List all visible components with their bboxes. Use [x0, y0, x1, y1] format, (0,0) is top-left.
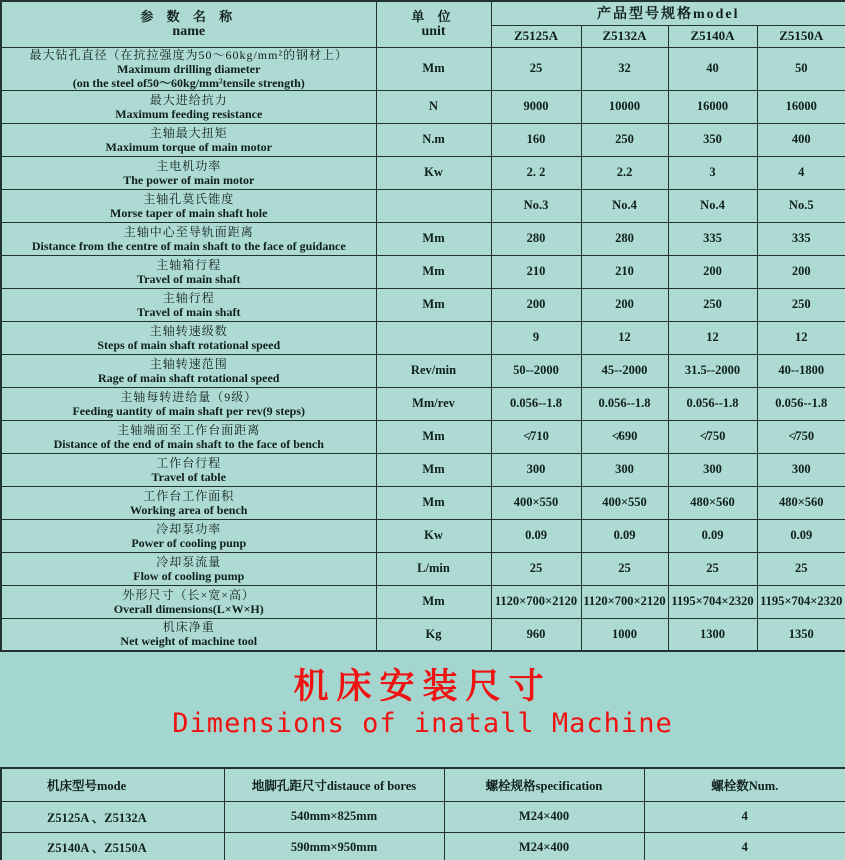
value-cell: 40--1800: [757, 354, 845, 387]
unit-cell: Mm: [376, 585, 491, 618]
install-bolt-spec-cell: M24×400: [444, 801, 644, 832]
param-name: [1, 123, 376, 156]
param-name: [1, 222, 376, 255]
param-name: [1, 321, 376, 354]
value-cell: No.5: [757, 189, 845, 222]
install-header-row: [1, 768, 845, 801]
param-en: Maximum torque of main motor: [105, 139, 272, 154]
spec-row-end-to-bench: [1, 420, 845, 453]
header-model-z5150a: Z5150A: [757, 25, 845, 47]
install-header-bolt-spec: 螺栓规格specification: [444, 768, 644, 801]
value-cell: 25: [491, 47, 581, 90]
param-name: [1, 189, 376, 222]
install-title-en: Dimensions of inatall Machine: [172, 708, 673, 739]
spec-row-centre-distance: [1, 222, 845, 255]
param-cn: 主轴转速级数: [149, 323, 228, 338]
value-cell: 400×550: [491, 486, 581, 519]
param-en: Distance of the end of main shaft to the face of bench: [53, 436, 324, 451]
value-cell: 300: [581, 453, 668, 486]
param-en: The power of main motor: [123, 172, 255, 187]
value-cell: 0.09: [757, 519, 845, 552]
install-header-bore-distance: 地脚孔距尺寸distauce of bores: [224, 768, 444, 801]
value-cell: 12: [757, 321, 845, 354]
value-cell: 200: [757, 255, 845, 288]
param-en: Flow of cooling pump: [133, 568, 245, 583]
unit-cell: Kg: [376, 618, 491, 651]
value-cell: 2.2: [581, 156, 668, 189]
install-bolt-num-cell: 4: [644, 832, 845, 860]
spec-row-max-torque: [1, 123, 845, 156]
spec-row-overall-dimensions: [1, 585, 845, 618]
param-en: Maximum drilling diameter: [117, 61, 261, 76]
value-cell: ≮690: [581, 420, 668, 453]
unit-cell: Rev/min: [376, 354, 491, 387]
install-table: [0, 767, 845, 860]
value-cell: 200: [491, 288, 581, 321]
install-bore-distance-cell: 590mm×950mm: [224, 832, 444, 860]
value-cell: No.3: [491, 189, 581, 222]
param-en: Working area of bench: [130, 502, 248, 517]
value-cell: 1000: [581, 618, 668, 651]
value-cell: 0.056--1.8: [581, 387, 668, 420]
value-cell: 1195×704×2320: [668, 585, 757, 618]
value-cell: 16000: [668, 90, 757, 123]
value-cell: No.4: [668, 189, 757, 222]
install-bolt-spec-cell: M24×400: [444, 832, 644, 860]
value-cell: 12: [668, 321, 757, 354]
value-cell: 210: [491, 255, 581, 288]
header-model-z5140a: Z5140A: [668, 25, 757, 47]
param-name: [1, 354, 376, 387]
param-name: [1, 585, 376, 618]
param-name: [1, 90, 376, 123]
unit-cell: Mm: [376, 486, 491, 519]
unit-cell: [376, 189, 491, 222]
spec-header-row-1: [1, 1, 845, 25]
param-en: Rage of main shaft rotational speed: [98, 370, 280, 385]
value-cell: 1300: [668, 618, 757, 651]
value-cell: No.4: [581, 189, 668, 222]
param-name: [1, 552, 376, 585]
param-cn: 机床净重: [162, 620, 215, 635]
param-name: [1, 453, 376, 486]
param-cn: 主轴中心至导轨面距离: [123, 224, 254, 239]
header-unit-cn: 单 位: [411, 9, 456, 25]
value-cell: 210: [581, 255, 668, 288]
param-en: Feeding uantity of main shaft per rev(9 steps): [72, 403, 306, 418]
install-header-bolt-num: 螺栓数Num.: [644, 768, 845, 801]
value-cell: 300: [491, 453, 581, 486]
value-cell: 25: [757, 552, 845, 585]
value-cell: 0.056--1.8: [491, 387, 581, 420]
spec-row-speed-range: [1, 354, 845, 387]
unit-cell: L/min: [376, 552, 491, 585]
param-en: Maximum feeding resistance: [115, 106, 263, 121]
value-cell: 1120×700×2120: [491, 585, 581, 618]
unit-cell: Mm: [376, 255, 491, 288]
unit-cell: Mm: [376, 222, 491, 255]
value-cell: 9000: [491, 90, 581, 123]
value-cell: 9: [491, 321, 581, 354]
install-title-block: [0, 652, 845, 767]
spec-row-feed-per-rev: [1, 387, 845, 420]
param-cn: 主轴每转进给量（9级）: [120, 389, 258, 404]
param-cn: 主轴转速范围: [149, 356, 228, 371]
header-model-group: 产品型号规格model: [491, 1, 845, 25]
value-cell: 335: [757, 222, 845, 255]
param-en: Morse taper of main shaft hole: [110, 205, 268, 220]
spec-row-morse-taper: [1, 189, 845, 222]
spec-row-table-travel: [1, 453, 845, 486]
param-en2: (on the steel of50～60kg/mm²tensile strength): [72, 75, 305, 90]
param-cn: 主轴端面至工作台面距离: [117, 422, 261, 437]
spec-row-pump-power: [1, 519, 845, 552]
param-cn: 外形尺寸（长×宽×高）: [122, 587, 256, 602]
unit-cell: [376, 321, 491, 354]
param-cn: 主轴最大扭矩: [149, 125, 228, 140]
param-cn: 主电机功率: [156, 158, 222, 173]
value-cell: 280: [491, 222, 581, 255]
unit-cell: Mm: [376, 47, 491, 90]
param-name: [1, 618, 376, 651]
value-cell: 300: [668, 453, 757, 486]
param-en: Net weight of machine tool: [120, 634, 258, 649]
header-param-name-cn: 参 数 名 称: [140, 9, 238, 25]
spec-row-pump-flow: [1, 552, 845, 585]
param-en: Power of cooling punp: [131, 535, 247, 550]
value-cell: ≮750: [668, 420, 757, 453]
install-bore-distance-cell: 540mm×825mm: [224, 801, 444, 832]
unit-cell: Mm: [376, 453, 491, 486]
install-bolt-num-cell: 4: [644, 801, 845, 832]
param-cn: 工作台行程: [156, 455, 222, 470]
value-cell: 0.056--1.8: [757, 387, 845, 420]
unit-cell: Mm: [376, 288, 491, 321]
header-unit: [376, 1, 491, 47]
value-cell: 1195×704×2320: [757, 585, 845, 618]
unit-cell: N: [376, 90, 491, 123]
unit-cell: N.m: [376, 123, 491, 156]
param-cn: 主轴行程: [162, 290, 215, 305]
param-cn: 冷却泵功率: [156, 521, 222, 536]
param-name: [1, 519, 376, 552]
param-en: Travel of table: [151, 469, 226, 484]
header-model-z5132a: Z5132A: [581, 25, 668, 47]
param-en: Travel of main shaft: [137, 304, 241, 319]
value-cell: 50--2000: [491, 354, 581, 387]
spec-row-drilling-diameter: [1, 47, 845, 90]
value-cell: 10000: [581, 90, 668, 123]
value-cell: 200: [581, 288, 668, 321]
unit-cell: Mm/rev: [376, 387, 491, 420]
header-unit-en: unit: [421, 24, 446, 40]
value-cell: 300: [757, 453, 845, 486]
param-cn: 主轴孔莫氏锥度: [143, 191, 235, 206]
value-cell: 1350: [757, 618, 845, 651]
unit-cell: Kw: [376, 156, 491, 189]
install-header-model: 机床型号mode: [1, 768, 224, 801]
param-cn: 冷却泵流量: [156, 554, 222, 569]
spec-row-feeding-resistance: [1, 90, 845, 123]
header-param-name: [1, 1, 376, 47]
param-cn: 主轴箱行程: [156, 257, 222, 272]
value-cell: 960: [491, 618, 581, 651]
spec-row-speed-steps: [1, 321, 845, 354]
value-cell: 12: [581, 321, 668, 354]
param-cn: 工作台工作面积: [143, 488, 235, 503]
spec-row-spindle-travel: [1, 288, 845, 321]
value-cell: 50: [757, 47, 845, 90]
value-cell: 32: [581, 47, 668, 90]
value-cell: 250: [757, 288, 845, 321]
install-model-cell: Z5140A 、Z5150A: [1, 832, 224, 860]
value-cell: 0.09: [581, 519, 668, 552]
param-name: [1, 255, 376, 288]
param-name: [1, 156, 376, 189]
param-cn: 最大进给抗力: [149, 92, 228, 107]
value-cell: 4: [757, 156, 845, 189]
spec-row-spindle-box-travel: [1, 255, 845, 288]
spec-row-motor-power: [1, 156, 845, 189]
value-cell: 400: [757, 123, 845, 156]
value-cell: 3: [668, 156, 757, 189]
unit-cell: Mm: [376, 420, 491, 453]
param-name: [1, 486, 376, 519]
param-name: [1, 420, 376, 453]
value-cell: ≮750: [757, 420, 845, 453]
value-cell: 25: [491, 552, 581, 585]
value-cell: 280: [581, 222, 668, 255]
value-cell: 31.5--2000: [668, 354, 757, 387]
header-param-name-en: name: [172, 24, 206, 40]
value-cell: 45--2000: [581, 354, 668, 387]
unit-cell: Kw: [376, 519, 491, 552]
value-cell: 0.09: [668, 519, 757, 552]
value-cell: 250: [581, 123, 668, 156]
install-row-z5125a-z5132a: [1, 801, 845, 832]
install-row-z5140a-z5150a: [1, 832, 845, 860]
spec-row-net-weight: [1, 618, 845, 651]
param-en: Steps of main shaft rotational speed: [97, 337, 281, 352]
value-cell: 25: [581, 552, 668, 585]
value-cell: 480×560: [757, 486, 845, 519]
install-title-cn: 机床安装尺寸: [293, 667, 552, 707]
value-cell: 160: [491, 123, 581, 156]
param-name: [1, 387, 376, 420]
value-cell: 200: [668, 255, 757, 288]
value-cell: 2. 2: [491, 156, 581, 189]
value-cell: 350: [668, 123, 757, 156]
param-en: Overall dimensions(L×W×H): [113, 601, 264, 616]
install-model-cell: Z5125A 、Z5132A: [1, 801, 224, 832]
param-name: [1, 47, 376, 90]
value-cell: 400×550: [581, 486, 668, 519]
header-model-z5125a: Z5125A: [491, 25, 581, 47]
value-cell: 480×560: [668, 486, 757, 519]
value-cell: 40: [668, 47, 757, 90]
value-cell: 1120×700×2120: [581, 585, 668, 618]
param-cn: 最大钻孔直径（在抗拉强度为50～60kg/mm²的钢材上）: [29, 47, 349, 62]
value-cell: 16000: [757, 90, 845, 123]
value-cell: 335: [668, 222, 757, 255]
value-cell: 25: [668, 552, 757, 585]
value-cell: ≮710: [491, 420, 581, 453]
value-cell: 250: [668, 288, 757, 321]
value-cell: 0.09: [491, 519, 581, 552]
param-en: Distance from the centre of main shaft to the face of guidance: [31, 238, 346, 253]
param-name: [1, 288, 376, 321]
spec-row-working-area: [1, 486, 845, 519]
param-en: Travel of main shaft: [137, 271, 241, 286]
value-cell: 0.056--1.8: [668, 387, 757, 420]
